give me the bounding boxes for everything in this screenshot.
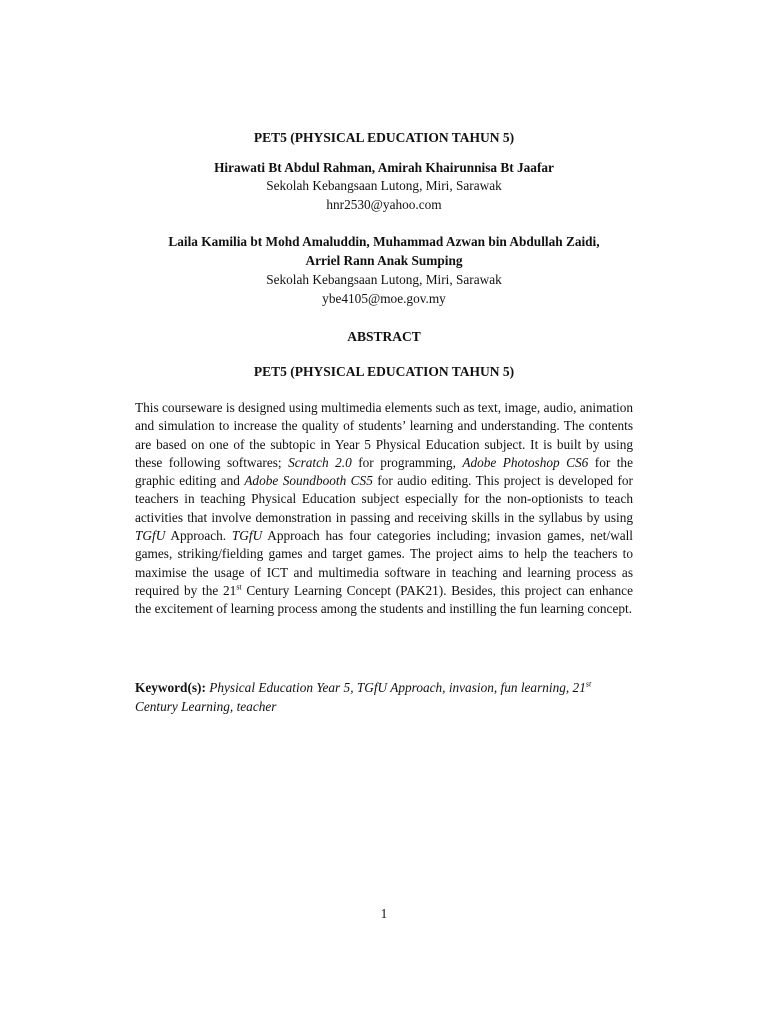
abstract-paragraph: This courseware is designed using multimedia elements such as text, image, audio, animation and simulation to increase the quality of students’ learning and understanding. The contents are based on one of the subtopic in Year 5 Physical Education subject. It is built by using these following softwares; Scratch 2.0 for programming, Adobe Photoshop CS6 for the graphic editing and Adobe Soundbooth CS5 for audio editing. This project is developed for teachers in teaching Physical Education subject especially for the non-optionists to teach activities that involve demonstration in passing and receiving skills in the syllabus by using TGfU Approach. TGfU Approach has four categories including; invasion games, net/wall games, striking/fielding games and target games. The project aims to help the teachers to maximise the usage of ICT and multimedia software in teaching and learning process as required by the 21st Century Learning Concept (PAK21). Besides, this project can enhance the excitement of learning process among the students and instilling the fun learning concept. xyxy=(135,400,634,617)
keywords-label: Keyword(s): xyxy=(135,680,206,695)
affiliation-2: Sekolah Kebangsaan Lutong, Miri, Sarawak xyxy=(266,272,502,287)
author-names-1: Hirawati Bt Abdul Rahman, Amirah Khairunnisa Bt Jaafar xyxy=(214,160,554,175)
keywords: Keyword(s): Physical Education Year 5, TGfU Approach, invasion, fun learning, 21st Century Learning, teacher xyxy=(135,679,592,714)
software-soundbooth: Adobe Soundbooth CS5 xyxy=(244,473,373,489)
email-2: ybe4105@moe.gov.my xyxy=(322,291,446,306)
paper-title: PET5 (PHYSICAL EDUCATION TAHUN 5) xyxy=(253,130,515,145)
email-1: hnr2530@yahoo.com xyxy=(326,197,442,212)
author-names-2-line-1: Laila Kamilia bt Mohd Amaluddin, Muhammad Azwan bin Abdullah Zaidi, xyxy=(168,234,600,249)
software-scratch: Scratch 2.0 xyxy=(288,454,352,470)
page-number: 1 xyxy=(380,906,388,921)
author-names-2-line-2: Arriel Rann Anak Sumping xyxy=(305,253,463,268)
affiliation-1: Sekolah Kebangsaan Lutong, Miri, Sarawak xyxy=(266,178,502,193)
abstract-title: PET5 (PHYSICAL EDUCATION TAHUN 5) xyxy=(253,364,515,379)
abstract-heading: ABSTRACT xyxy=(347,329,421,344)
software-photoshop: Adobe Photoshop CS6 xyxy=(462,454,589,470)
